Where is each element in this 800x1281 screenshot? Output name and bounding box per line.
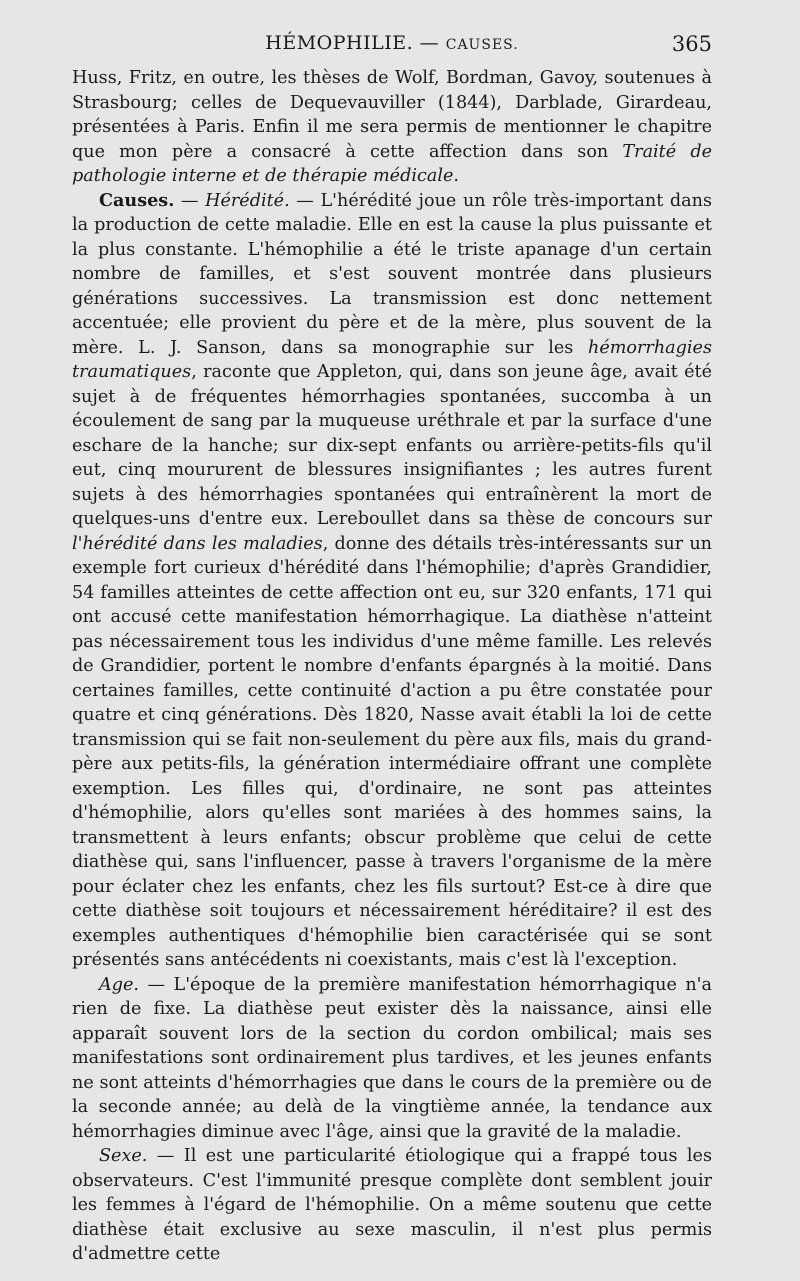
header-dash: —: [413, 32, 446, 54]
header-title: [72, 32, 712, 54]
paragraph-bibliography-continuation: [72, 66, 712, 189]
paragraph-age: [72, 973, 712, 1145]
subheading-age: Age.: [99, 974, 139, 995]
paragraph-text: .: [453, 166, 459, 186]
running-header: [72, 32, 712, 60]
subheading-heredite: Hérédité.: [205, 190, 290, 211]
body-text: [72, 66, 712, 1267]
heading-dash: —: [174, 190, 206, 211]
paragraph-text: — L'hérédité joue un rôle très-important dans la production de cette maladie. Elle en est la cause la plus puissante et la plus constante. L'hémophilie a été le triste apanage d'un certain nombre de familles, et s'est souvent montrée dans plusieurs générations successives. La transmission est donc nettement accentuée; elle provient du père et de la mère, plus souvent de la mère. L. J. Sanson, dans sa monographie sur les: [72, 190, 712, 358]
paragraph-text: , donne des détails très-intéressants sur un exemple fort curieux d'hérédité dans l'hémophilie; d'après Grandidier, 54 familles atteintes de cette affection ont eu, sur 320 enfants, 171 qui ont accusé cette manifestation hémorrhagique. La diathèse n'atteint pas nécessairement tous les individus d'une même famille. Les relevés de Grandidier, portent le nombre d'enfants épargnés à la moitié. Dans certaines familles, cette continuité d'action a pu être constatée pour quatre et cinq générations. Dès 1820, Nasse avait établi la loi de cette transmission qui se fait non-seulement du père aux fils, mais du grand-père aux petits-fils, la génération intermédiaire offrant une complète exemption. Les filles qui, d'ordinaire, ne sont pas atteintes d'hémophilie, alors qu'elles sont mariées à des hommes sains, la transmettent à leurs enfants; obscur problème que celui de cette diathèse qui, sans l'influencer, passe à travers l'organisme de la mère pour éclater chez les enfants, chez les fils surtout? Est-ce à dire que cette diathèse soit toujours et nécessairement héréditaire? il est des exemples authentiques d'hémophilie bien caractérisée qui se sont présentés sans antécédents ni coexistants, mais c'est là l'exception.: [72, 533, 712, 970]
paragraph-text: — L'époque de la première manifestation hémorrhagique n'a rien de fixe. La diathèse peut exister dès la naissance, ainsi elle apparaît souvent lors de la section du cordon ombilical; mais ses manifestations sont ordinairement plus tardives, et les jeunes enfants ne sont atteints d'hémorrhagies que dans le cours de la première ou de la seconde année; au delà de la vingtième année, la tendance aux hémorrhagies diminue avec l'âge, ainsi que la gravité de la maladie.: [72, 974, 712, 1142]
section-heading-causes: Causes.: [99, 189, 175, 211]
paragraph-causes-heredite: [72, 189, 712, 973]
paragraph-sexe: [72, 1144, 712, 1267]
italic-thesis-title: l'hérédité dans les maladies: [72, 533, 323, 554]
italic-work-title: hémorrhagies traumatiques: [72, 337, 712, 382]
paragraph-text: — Il est une particularité étiologique qui a frappé tous les observateurs. C'est l'immunité presque complète dont semblent jouir les femmes à l'égard de l'hémophilie. On a même soutenu que cette diathèse était exclusive au sexe masculin, il n'est plus permis d'admettre cette: [72, 1146, 712, 1264]
header-section: CAUSES.: [445, 37, 519, 53]
paragraph-text: Huss, Fritz, en outre, les thèses de Wolf, Bordman, Gavoy, soutenues à Strasbourg; celles de Dequevauviller (1844), Darblade, Girardeau, présentées à Paris. Enfin il me sera permis de mentionner le chapitre que mon père a consacré à cette affection dans son: [72, 68, 712, 162]
page-number: 365: [671, 32, 712, 56]
paragraph-text: , raconte que Appleton, qui, dans son jeune âge, avait été sujet à de fréquentes hémorrhagies spontanées, succomba à un écoulement de sang par la muqueuse uréthrale et par la surface d'une eschare de la hanche; sur dix-sept enfants ou arrière-petits-fils qu'il eut, cinq moururent de blessures insignifiantes ; les autres furent sujets à des hémorrhagies spontanées qui entraînèrent la mort de quelques-uns d'entre eux. Lereboullet dans sa thèse de concours sur: [72, 362, 712, 529]
subheading-sexe: Sexe.: [99, 1146, 148, 1166]
italic-book-title: Traité de pathologie interne et de thérapie médicale: [72, 141, 712, 186]
header-main-title: HÉMOPHILIE.: [265, 32, 414, 54]
